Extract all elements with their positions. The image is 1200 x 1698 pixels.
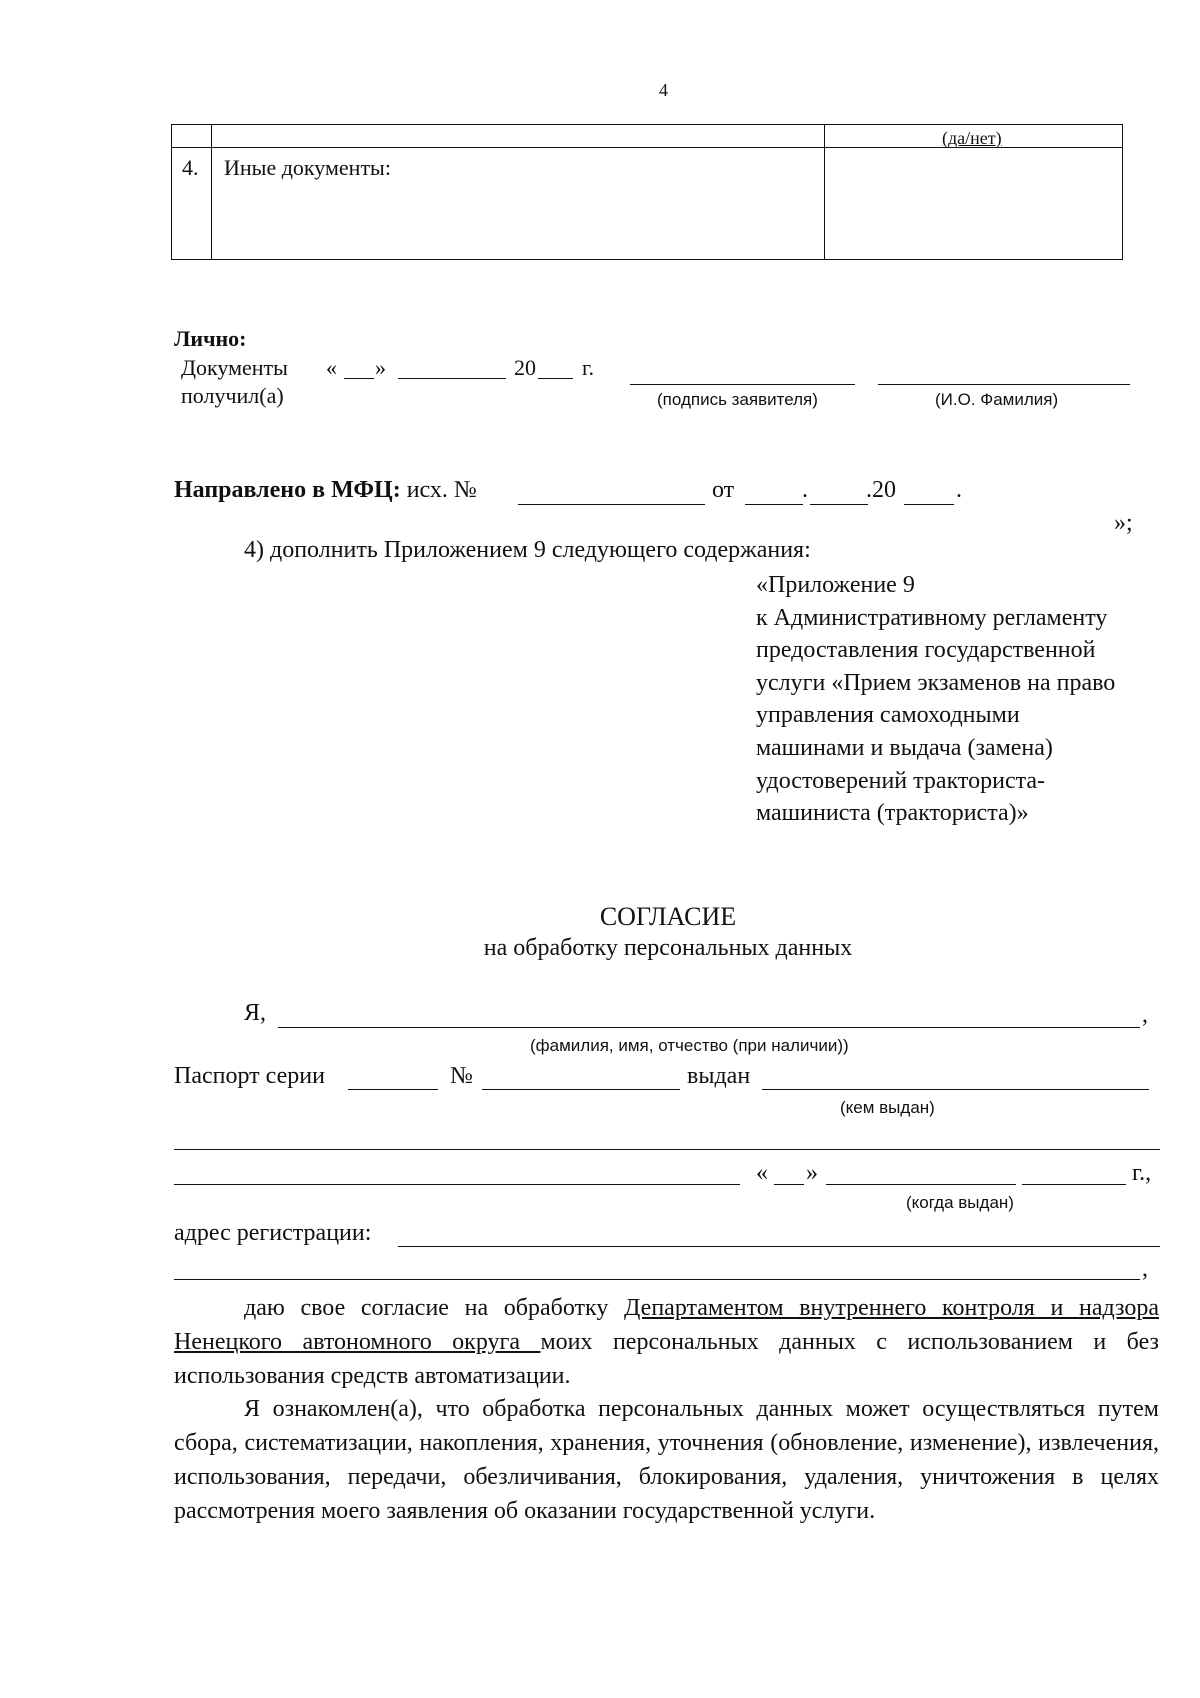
- consent-paragraph: [174, 1291, 1159, 1393]
- outgoing-number-label: исх. №: [406, 477, 477, 503]
- appendix-line: «Приложение 9: [756, 572, 915, 598]
- address-field[interactable]: [398, 1246, 1160, 1247]
- issued-month-field[interactable]: [826, 1184, 1016, 1185]
- appendix-line: услуги «Прием экзаменов на право: [756, 669, 1116, 696]
- full-name-field[interactable]: [278, 1027, 1140, 1028]
- full-name-caption: (фамилия, имя, отчество (при наличии)): [530, 1036, 849, 1055]
- address-field-2[interactable]: [174, 1279, 1140, 1280]
- appendix-line: к Административному регламенту: [756, 604, 1108, 631]
- documents-table: [171, 124, 1123, 260]
- documents-label: Документы: [181, 355, 288, 380]
- date-dot: .: [802, 477, 808, 503]
- year-prefix: 20: [514, 355, 536, 380]
- sent-label: Направлено в МФЦ:: [174, 477, 401, 503]
- name-field[interactable]: [878, 384, 1130, 385]
- sent-end: .: [956, 477, 962, 503]
- closing-quote: »;: [1114, 510, 1133, 536]
- table-divider: [824, 125, 825, 259]
- appendix-line: предоставления государственной: [756, 637, 1096, 664]
- issued-by-field-3[interactable]: [174, 1184, 740, 1185]
- amendment-text: 4) дополнить Приложением 9 следующего содержания:: [244, 537, 811, 563]
- consent-title: СОГЛАСИЕ: [599, 902, 737, 931]
- sent-day-field[interactable]: [745, 504, 803, 505]
- appendix-line: машиниста (тракториста)»: [756, 800, 1029, 827]
- address-comma: ,: [1142, 1256, 1148, 1282]
- issued-quote-open: «: [756, 1160, 768, 1186]
- table-divider: [211, 125, 212, 259]
- passport-number-field[interactable]: [482, 1089, 680, 1090]
- month-field[interactable]: [398, 378, 506, 379]
- passport-series-field[interactable]: [348, 1089, 438, 1090]
- name-comma: ,: [1142, 1002, 1148, 1028]
- received-label: получил(а): [181, 383, 284, 408]
- issued-label: выдан: [687, 1063, 751, 1089]
- consent-text-start: даю свое согласие на обработку: [244, 1295, 625, 1321]
- personal-heading: Лично:: [174, 326, 247, 351]
- appendix-line: управления самоходными: [756, 702, 1020, 729]
- name-caption: (И.О. Фамилия): [935, 390, 1059, 409]
- sent-year-field[interactable]: [904, 504, 954, 505]
- year-field[interactable]: [538, 378, 573, 379]
- issued-when-caption: (когда выдан): [906, 1193, 1014, 1212]
- acknowledgement-paragraph: [174, 1392, 1159, 1528]
- i-label: Я,: [244, 1000, 267, 1026]
- from-label: от: [712, 477, 735, 503]
- issued-year-suffix: г.,: [1132, 1160, 1152, 1186]
- outgoing-number-field[interactable]: [518, 504, 705, 505]
- year-suffix: г.: [582, 355, 595, 380]
- issued-quote-close: »: [806, 1160, 818, 1186]
- signature-field[interactable]: [630, 384, 855, 385]
- department-name: Департаментом внутреннего контроля и надзора: [624, 1295, 1159, 1321]
- date-quote-open: «: [326, 355, 337, 380]
- appendix-line: удостоверений тракториста-: [756, 767, 1046, 794]
- appendix-block: [756, 569, 1115, 830]
- acknowledgement-text: Я ознакомлен(а), что обработка персональных данных может осуществляться путем сбора, систематизации, накопления, хранения, уточнения (обновление, изменение), извлечения, использования, передачи, обезличивания, блокирования, удаления, уничтожения в целях рассмотрения моего заявления об оказании государственной услуги.: [174, 1396, 1159, 1524]
- consent-subtitle: на обработку персональных данных: [483, 935, 853, 961]
- issued-year-field[interactable]: [1022, 1184, 1126, 1185]
- day-field[interactable]: [344, 378, 374, 379]
- issued-by-field[interactable]: [762, 1089, 1149, 1090]
- table-row-label: Иные документы:: [224, 155, 391, 180]
- date-quote-close: »: [375, 355, 386, 380]
- table-row-number: 4.: [182, 155, 199, 180]
- sent-month-field[interactable]: [810, 504, 868, 505]
- sent-line: [174, 477, 477, 504]
- issued-by-field-2[interactable]: [174, 1149, 1160, 1150]
- page-number: 4: [659, 80, 668, 100]
- address-label: адрес регистрации:: [174, 1220, 372, 1246]
- issued-by-caption: (кем выдан): [840, 1098, 935, 1117]
- table-header-answer: (да/нет): [942, 128, 1002, 148]
- issued-day-field[interactable]: [774, 1184, 804, 1185]
- passport-series-label: Паспорт серии: [174, 1063, 325, 1089]
- district-name: Ненецкого автономного округа: [174, 1329, 541, 1355]
- passport-number-sign: №: [450, 1063, 473, 1089]
- sent-year-prefix: .20: [866, 477, 896, 503]
- signature-caption: (подпись заявителя): [657, 390, 818, 409]
- appendix-line: машинами и выдача (замена): [756, 734, 1053, 761]
- consent-text-rest: моих персональных данных с использованием и без использования средств автоматизации.: [174, 1329, 1159, 1389]
